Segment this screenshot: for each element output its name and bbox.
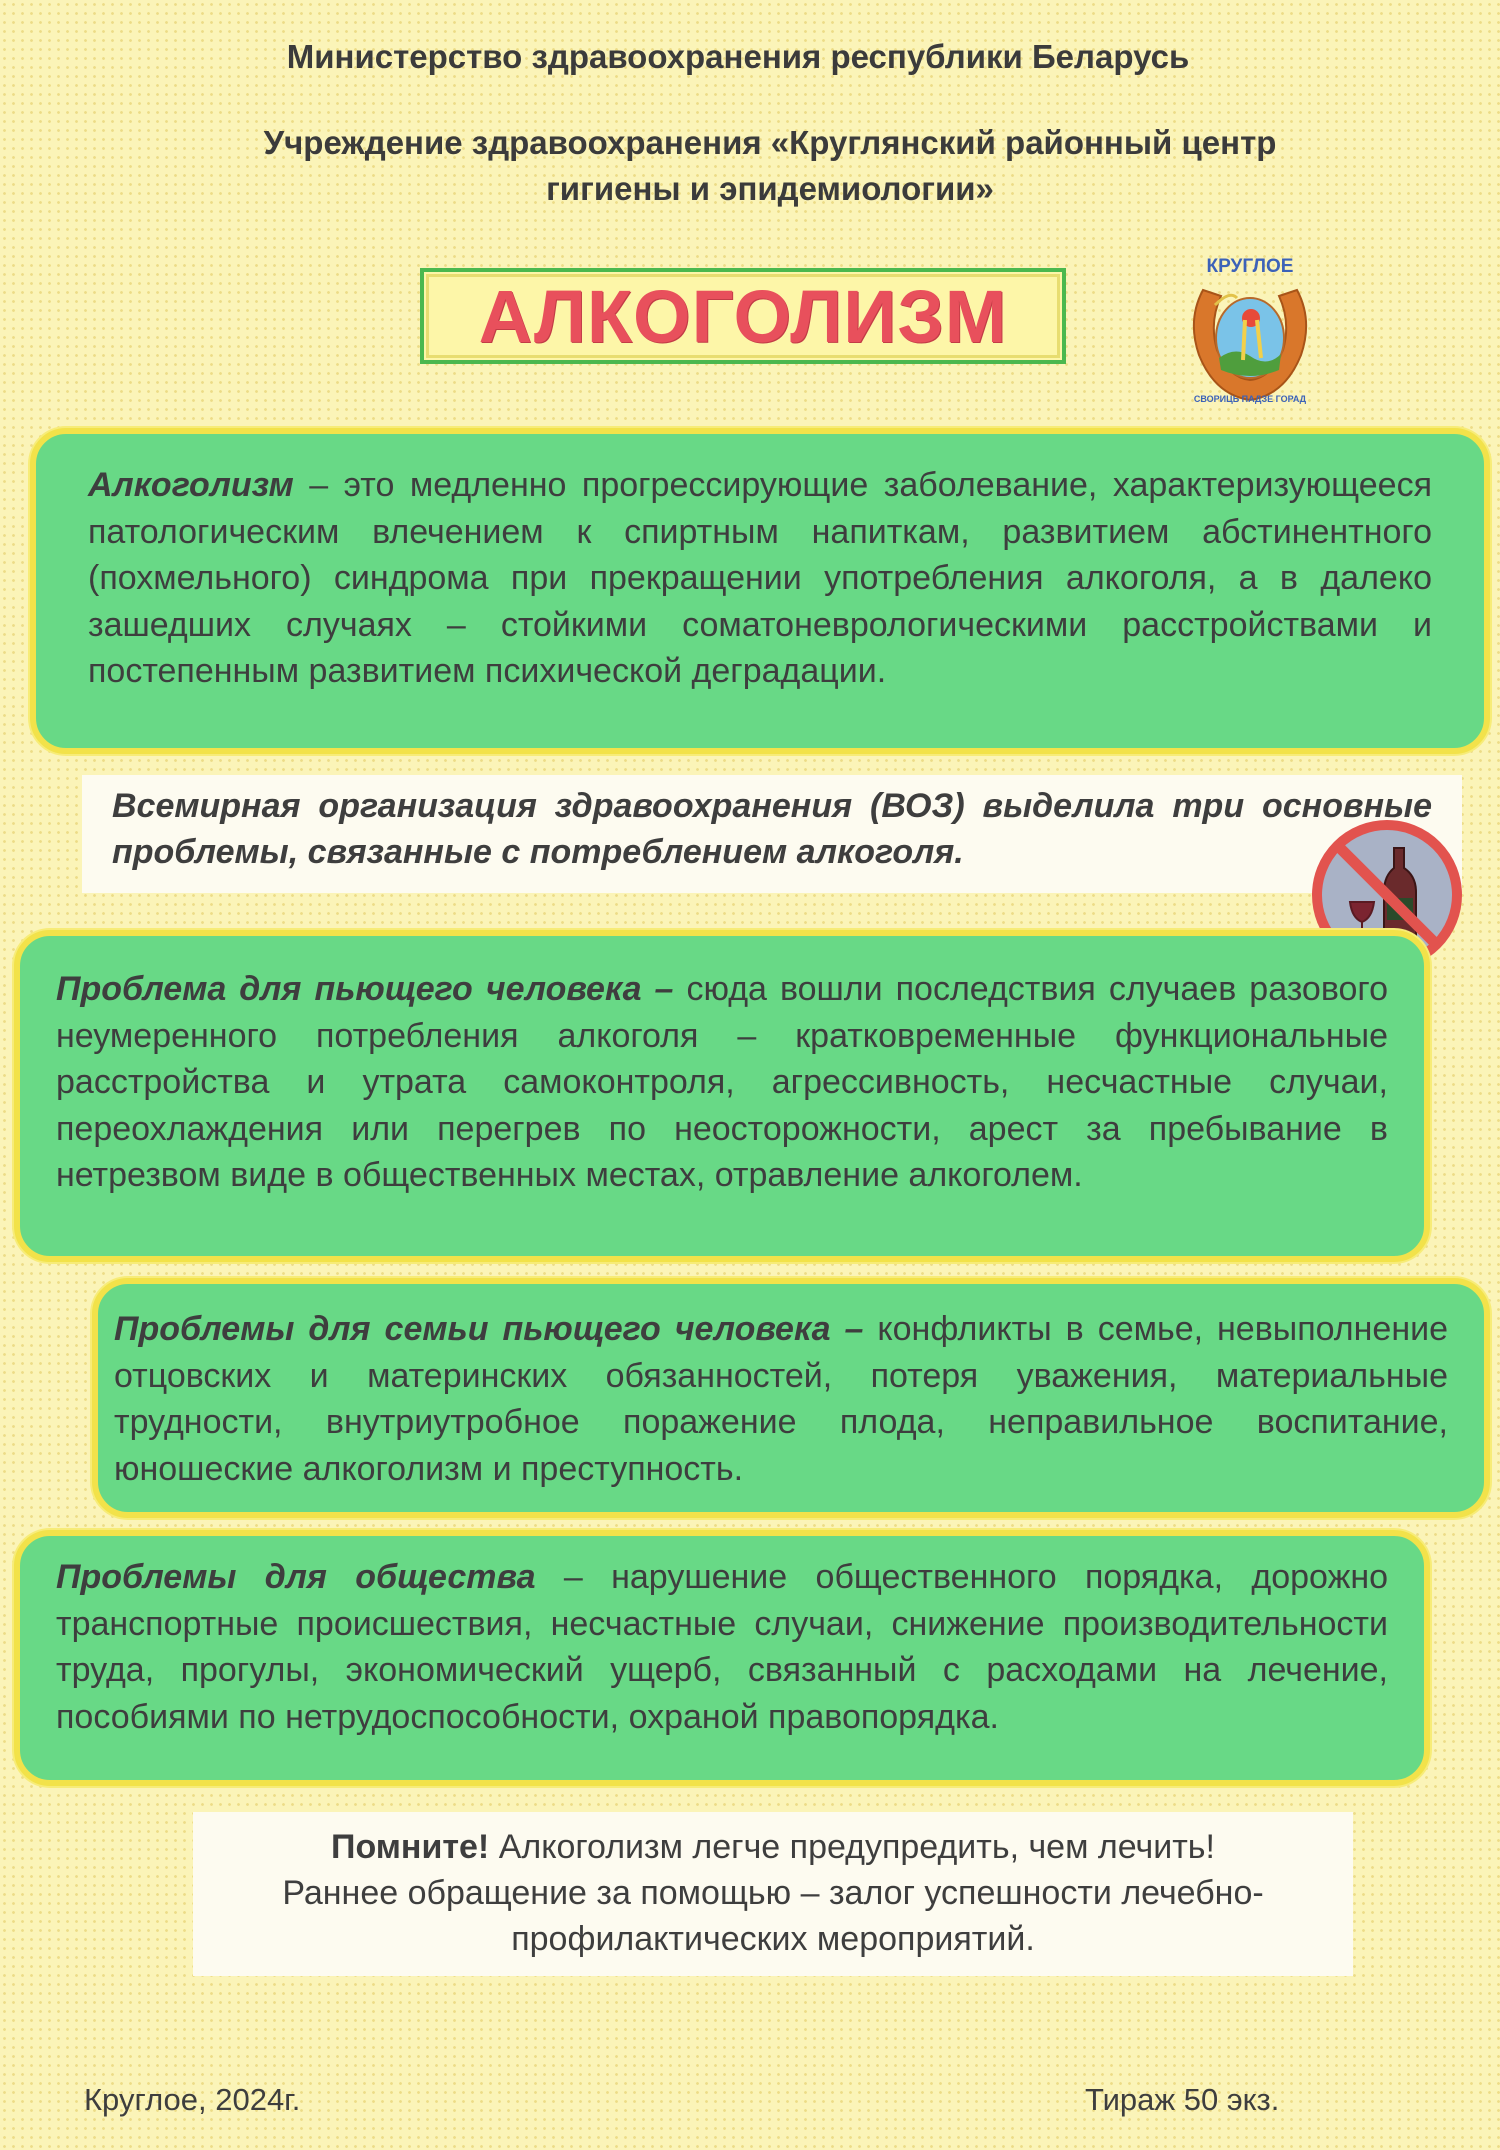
reminder-bold: Помните! bbox=[331, 1828, 490, 1866]
reminder-line-1-rest: Алкоголизм легче предупредить, чем лечить! bbox=[489, 1828, 1215, 1866]
footer-place-year: Круглое, 2024г. bbox=[84, 2082, 301, 2117]
who-statement: Всемирная организация здравоохранения (ВОЗ) выделила три основные проблемы, связанные с потреблением алкоголя. bbox=[82, 775, 1462, 893]
family-problem-heading: Проблемы для семьи пьющего человека – bbox=[114, 1310, 864, 1348]
reminder-line-2: Раннее обращение за помощью – залог успешности лечебно- bbox=[282, 1874, 1264, 1912]
institution-line-2: гигиены и эпидемиологии» bbox=[546, 170, 994, 207]
definition-term: Алкоголизм bbox=[88, 466, 294, 504]
reminder-line-1 bbox=[193, 1824, 1353, 1870]
family-problem-text: конфликты в семье, невыполнение отцовских и материнских обязанностей, потеря уважения, материальные трудности, внутриутробное поражение плода, неправильное воспитание, юношеские алкоголизм и преступность. bbox=[114, 1310, 1448, 1488]
drinker-problem-card bbox=[14, 930, 1430, 1262]
emblem-top-text: КРУГЛОЕ bbox=[1206, 256, 1294, 277]
emblem-ring-text: СВОРИЦЬ ПАДЗЕ ГОРАД bbox=[1193, 394, 1307, 404]
institution-line-1: Учреждение здравоохранения «Круглянский районный центр bbox=[263, 124, 1277, 161]
definition-card bbox=[30, 428, 1490, 754]
reminder-banner bbox=[193, 1812, 1353, 1976]
family-problem-card bbox=[92, 1278, 1490, 1518]
title-box bbox=[420, 268, 1066, 364]
drinker-problem-text: сюда вошли последствия случаев разового неумеренного потребления алкоголя – кратковременные функциональные расстройства и утрата самоконтроля, агрессивность, несчастные случаи, переохлаждения или перегрев по неосторожности, арест за пребывание в нетрезвом виде в общественных местах, отравление алкоголем. bbox=[56, 970, 1388, 1194]
page-title: АЛКОГОЛИЗМ bbox=[478, 274, 1008, 358]
drinker-problem-heading: Проблема для пьющего человека – bbox=[56, 970, 674, 1008]
definition-text: – это медленно прогрессирующие заболевание, характеризующееся патологическим влечением к спиртным напиткам, развитием абстинентного (похмельного) синдрома при прекращении употребления алкоголя, а в далеко зашедших случаях – стойкими соматоневрологическими расстройствами и постепенным развитием психической деградации. bbox=[88, 466, 1432, 690]
society-problem-heading: Проблемы для общества bbox=[56, 1558, 536, 1596]
institution-heading bbox=[20, 120, 1500, 212]
society-problem-text: – нарушение общественного порядка, дорожно транспортные происшествия, несчастные случаи, снижение производительности труда, прогулы, экономический ущерб, связанный с расходами на лечение, пособиями по нетрудоспособности, охраной правопорядка. bbox=[56, 1558, 1389, 1736]
ministry-heading: Министерство здравоохранения республики Беларусь bbox=[286, 38, 1190, 75]
footer-print-run: Тираж 50 экз. bbox=[1085, 2082, 1280, 2117]
krugloe-emblem-icon bbox=[1175, 250, 1325, 410]
reminder-line-3: профилактических мероприятий. bbox=[511, 1920, 1035, 1958]
society-problem-card bbox=[14, 1530, 1430, 1786]
